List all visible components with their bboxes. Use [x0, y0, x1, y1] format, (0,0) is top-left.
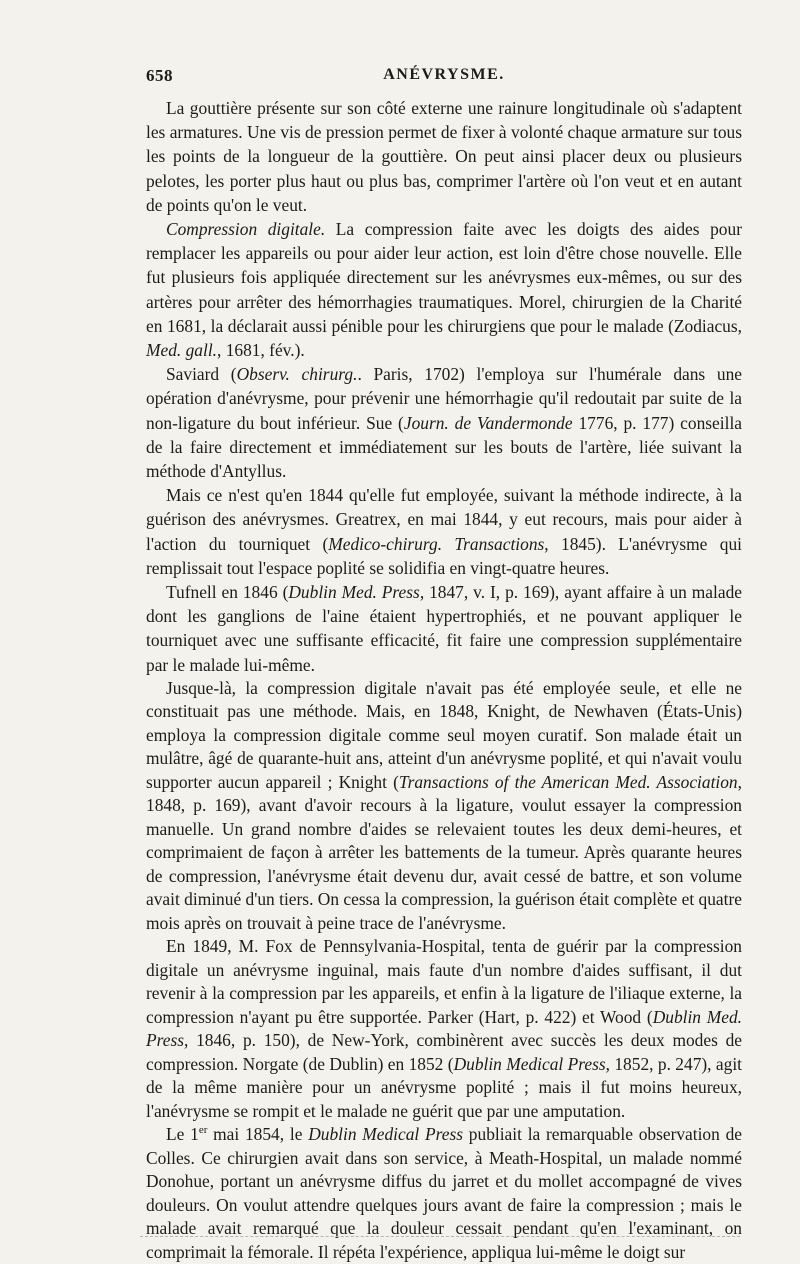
paragraph — [146, 935, 742, 1123]
text-run: , 1852, p. 247), agit de la même manière pour un anévrysme poplité ; mais il fut moins heureux, l'anévrysme se rompit et le malade ne guérit que par une amputation. — [146, 1053, 742, 1121]
text-run: 1776, p. 177) conseilla de la faire directement et immédiatement sur les bouts de l'artère, liée suivant la méthode d'Antyllus. — [146, 412, 742, 482]
text-run: En 1849, M. Fox de Pennsylvania-Hospital, tenta de guérir par la compression digitale un anévrysme inguinal, mais faute d'un nombre d'aides suffisant, il dut revenir à la compression par les appareils, et enfin à la ligature de l'iliaque externe, la compression n'ayant pu être supportée. Parker (Hart, p. 422) et Wood ( — [146, 936, 742, 1027]
paragraph — [146, 580, 742, 677]
page-number: 658 — [146, 66, 173, 85]
italic-citation: Transactions of the American Med. Association — [398, 771, 738, 792]
italic-citation: Dublin Med. Press — [288, 582, 420, 603]
text-run: Mais ce n'est qu'en 1844 qu'elle fut employée, suivant la méthode indirecte, à la guérison des anévrysmes. Greatrex, en mai 1844, y eut recours, mais pour aider à l'action du tourniquet ( — [146, 485, 742, 554]
text-run: , 1846, p. 150), de New-York, combinèrent avec succès les deux modes de compression. Norgate (de Dublin) en 1852 ( — [146, 1030, 742, 1074]
body-text — [146, 96, 742, 1264]
running-title: ANÉVRYSME. — [383, 66, 505, 83]
text-run: La compression faite avec les doigts des aides pour remplacer les appareils ou pour aider leur action, est loin d'être chose nouvelle. Elle fut plusieurs fois appliquée directement sur les anévrysmes eux-mêmes, ou sur des artères pour arrêter des hémorrhagies traumatiques. Morel, chirurgien de la Charité en 1681, la déclarait aussi pénible pour les chirurgiens que pour le malade (Zodiacus, — [146, 219, 742, 336]
text-run: Jusque-là, la compression digitale n'avait pas été employée seule, et elle ne constituait pas une méthode. Mais, en 1848, Knight, de Newhaven (États-Unis) employa la compression digitale comme seul moyen curatif. Son malade était un mulâtre, âgé de quarante-huit ans, atteint d'un anévrysme poplité, et qui n'avait voulu supporter aucun appareil ; Knight ( — [146, 677, 742, 792]
bottom-divider — [140, 1236, 740, 1237]
italic-citation: Compression digitale. — [166, 219, 326, 240]
text-run: Saviard ( — [166, 364, 237, 385]
paragraph — [146, 483, 742, 580]
italic-citation: Journ. de Vandermonde — [403, 412, 573, 433]
page-header — [146, 66, 742, 88]
italic-citation: Dublin Med. Press — [146, 1006, 743, 1051]
italic-citation: Medico-chirurg. Transactions — [328, 533, 545, 554]
text-run: La gouttière présente sur son côté externe une rainure longitudinale où s'adaptent les armatures. Une vis de pression permet de fixer à volonté chaque armature sur tous les points de la longueur de la gouttière. On peut ainsi placer deux ou plusieurs pelotes, les porter plus haut ou plus bas, comprimer l'artère où l'on veut et en autant de points qu'on le veut. — [146, 98, 742, 215]
text-run: , 1847, v. I, p. 169), ayant affaire à un malade dont les ganglions de l'aine étaient hypertrophiés, et ne pouvant appliquer le tourniquet avec une suffisante efficacité, fit faire une compression supplémentaire par le malade lui-même. — [146, 582, 742, 675]
paragraph — [146, 362, 742, 483]
text-run: publiait la remarquable observation de Colles. Ce chirurgien avait dans son service, à Meath-Hospital, un malade nommé Donohue, portant un anévrysme diffus du jarret et du mollet accompagné de vives douleurs. On voulut attendre quelques jours avant de faire la compression ; mais le malade avait remarqué que la douleur cessait pendant qu'en l'examinant, on comprimait la fémorale. Il répéta l'expérience, appliqua lui-même le doigt sur — [146, 1124, 743, 1262]
italic-citation: Dublin Medical Press — [308, 1124, 464, 1145]
italic-citation: Observ. chirurg. — [236, 364, 358, 385]
text-run: , 1848, p. 169), avant d'avoir recours à la ligature, voulut essayer la compression manuelle. Un grand nombre d'aides se relevaient toutes les deux demi-heures, et comprimaient de façon à arrêter les battements de la tumeur. Après quarante heures de compression, l'anévrysme était devenu dur, avait cessé de battre, et son volume avait diminué d'un tiers. On cessa la compression, la guérison était complète et quatre mois après on trouvait à peine trace de l'anévrysme. — [146, 771, 742, 933]
text-run: Le 1 — [166, 1124, 199, 1145]
text-run: , 1845). L'anévrysme qui remplissait tout l'espace poplité se solidifia en vingt-quatre heures. — [146, 533, 742, 578]
paragraph — [146, 1123, 742, 1264]
italic-citation: Med. gall. — [146, 340, 217, 361]
text-run: . Paris, 1702) l'employa sur l'humérale dans une opération d'anévrysme, pour prévenir une hémorrhagie qu'il redoutait par suite de la non-ligature du bout inférieur. Sue ( — [146, 364, 742, 433]
text-run: Tufnell en 1846 ( — [166, 582, 289, 603]
paragraph — [146, 96, 742, 217]
italic-citation: Dublin Medical Press — [453, 1053, 606, 1074]
paragraph — [146, 677, 742, 936]
text-run: mai 1854, le — [207, 1124, 309, 1145]
paragraph — [146, 217, 742, 362]
superscript: er — [198, 1124, 208, 1137]
text-run: , 1681, fév.). — [217, 340, 305, 361]
